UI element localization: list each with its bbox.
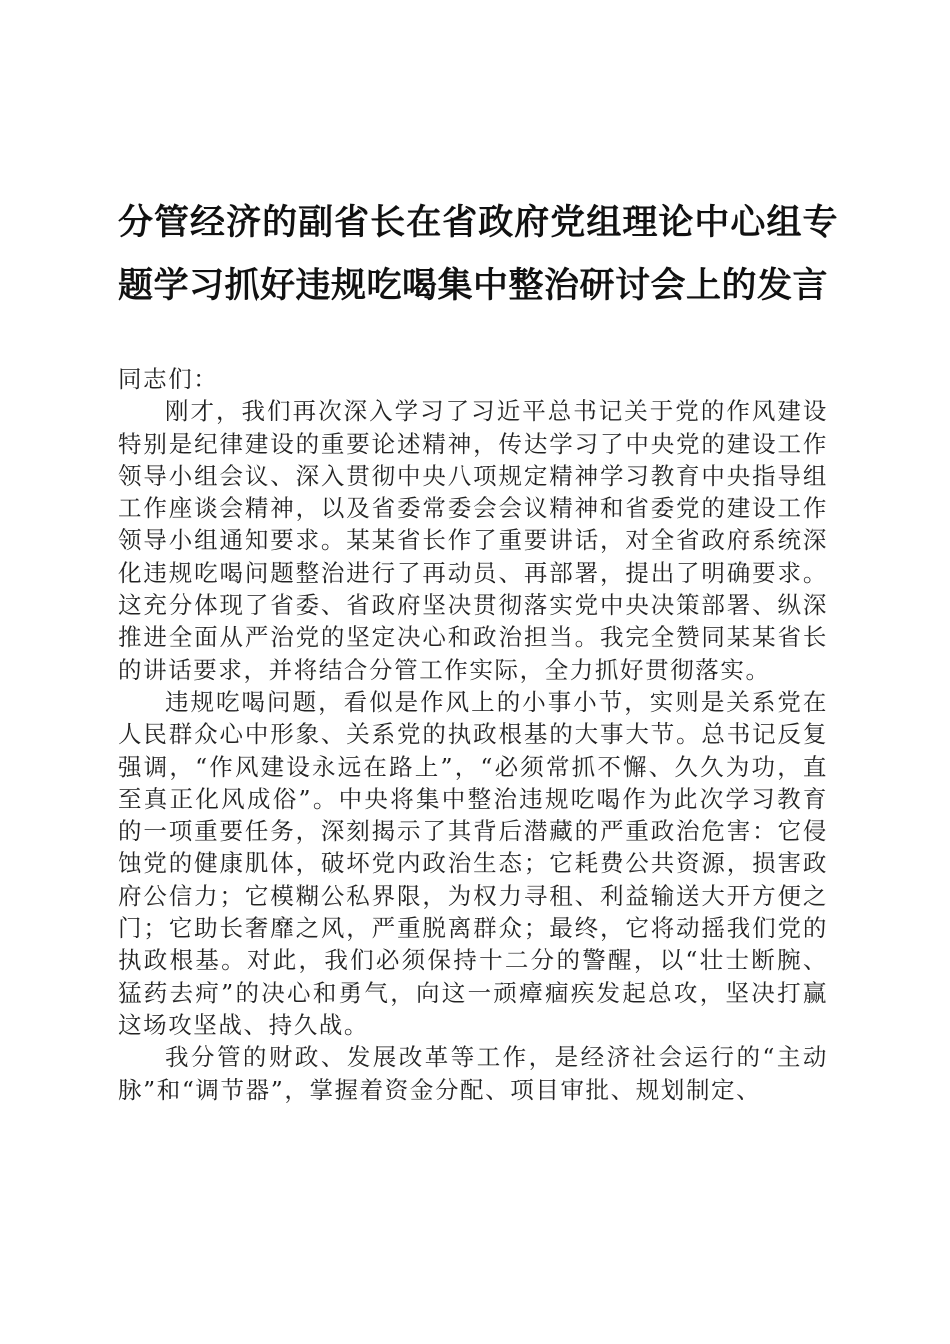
paragraph-3: 我分管的财政、发展改革等工作，是经济社会运行的“主动脉”和“调节器”，掌握着资金分配、项目审批、规划制定、 bbox=[118, 1043, 828, 1104]
document-body bbox=[118, 363, 828, 1106]
paragraph-2: 违规吃喝问题，看似是作风上的小事小节，实则是关系党在人民群众心中形象、关系党的执政根基的大事大节。总书记反复强调，“作风建设永远在路上”，“必须常抓不懈、久久为功，直至真正化风成俗”。中央将集中整治违规吃喝作为此次学习教育的一项重要任务，深刻揭示了其背后潜藏的严重政治危害：它侵蚀党的健康肌体，破坏党内政治生态；它耗费公共资源，损害政府公信力；它模糊公私界限，为权力寻租、利益输送大开方便之门；它助长奢靡之风，严重脱离群众；最终，它将动摇我们党的执政根基。对此，我们必须保持十二分的警醒，以“壮士断腕、猛药去疴”的决心和勇气，向这一顽瘴痼疾发起总攻，坚决打赢这场攻坚战、持久战。 bbox=[118, 687, 828, 1039]
salutation: 同志们： bbox=[118, 365, 219, 393]
document-title: 分管经济的副省长在省政府党组理论中心组专题学习抓好违规吃喝集中整治研讨会上的发言 bbox=[118, 203, 838, 306]
paragraph-1: 刚才，我们再次深入学习了习近平总书记关于党的作风建设特别是纪律建设的重要论述精神，传达学习了中央党的建设工作领导小组会议、深入贯彻中央八项规定精神学习教育中央指导组工作座谈会精神，以及省委常委会会议精神和省委党的建设工作领导小组通知要求。某某省长作了重要讲话，对全省政府系统深化违规吃喝问题整治进行了再动员、再部署，提出了明确要求。这充分体现了省委、省政府坚决贯彻落实党中央决策部署、纵深推进全面从严治党的坚定决心和政治担当。我完全赞同某某省长的讲话要求，并将结合分管工作实际，全力抓好贯彻落实。 bbox=[118, 397, 828, 684]
